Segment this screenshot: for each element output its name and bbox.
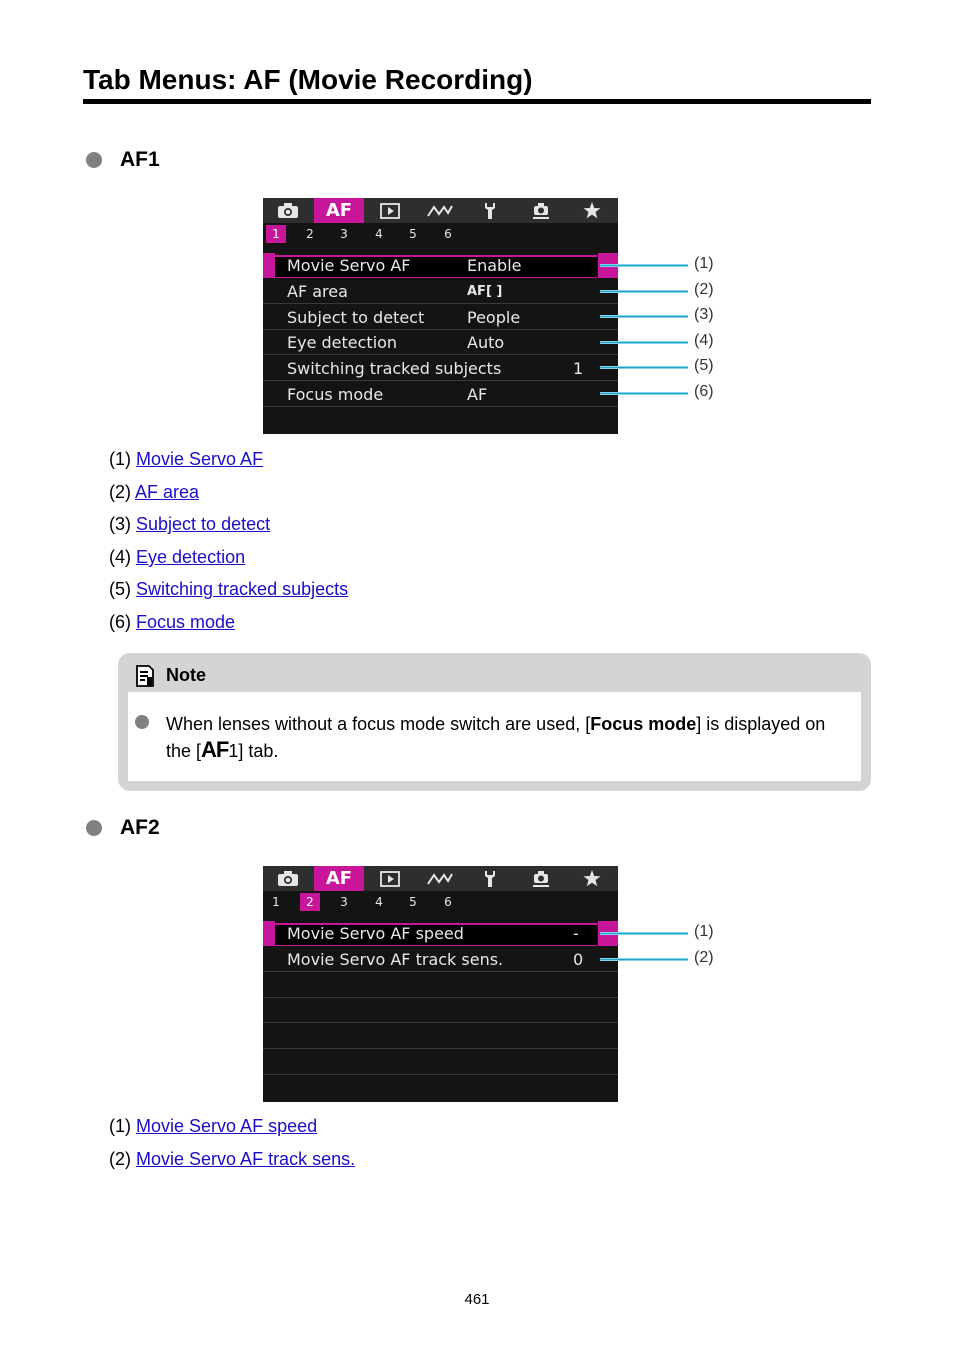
list-item	[109, 544, 348, 577]
callout-label: (1)	[694, 923, 714, 940]
ref-num: (3)	[109, 514, 131, 535]
page-num: 3	[340, 227, 348, 241]
af-tab-icon: AF	[201, 737, 229, 762]
bullet-icon	[135, 715, 149, 729]
movie-servo-af-track-sens-link[interactable]: Movie Servo AF track sens.	[136, 1148, 356, 1169]
note-text	[166, 711, 846, 764]
callout-line	[600, 290, 688, 293]
ref-num: (6)	[109, 611, 131, 632]
camera-menu-af2	[263, 866, 618, 1102]
menu-row-value: AF[ ]	[467, 284, 503, 299]
wrench-icon	[465, 866, 515, 891]
play-icon	[365, 866, 415, 891]
ref-num: (1)	[109, 1116, 131, 1136]
bullet-icon	[86, 152, 102, 168]
note-text-part: ] is displayed on the [	[166, 714, 826, 761]
callout-label: (4)	[694, 332, 714, 349]
play-icon	[365, 198, 415, 223]
list-item	[109, 1113, 355, 1146]
page-num: 5	[409, 895, 417, 909]
reference-list-af1	[109, 446, 348, 642]
menu-row-value: -	[573, 924, 579, 943]
menu-row-label: Movie Servo AF	[287, 256, 411, 275]
wave-icon	[415, 866, 465, 891]
menu-row-label: Subject to detect	[287, 308, 425, 327]
callout-label: (2)	[694, 281, 714, 298]
list-item	[109, 479, 348, 512]
list-item	[109, 1146, 355, 1179]
wave-icon	[415, 198, 465, 223]
note-box	[118, 653, 871, 791]
menu-row-value: 1	[573, 359, 584, 378]
page-num: 6	[444, 895, 452, 909]
custom-icon	[516, 866, 566, 891]
menu-row	[263, 305, 618, 330]
menu-row-value: People	[467, 308, 521, 327]
note-bold-term: Focus mode	[590, 714, 697, 734]
section-label: AF2	[120, 816, 160, 839]
note-text-part: When lenses without a focus mode switch are used, [	[166, 714, 591, 734]
menu-row	[263, 921, 618, 946]
menu-row-empty	[263, 998, 618, 1023]
page-number: 461	[464, 1291, 490, 1308]
page-num: 2	[300, 893, 320, 911]
callout-label: (1)	[694, 255, 714, 272]
movie-servo-af-link[interactable]: Movie Servo AF	[136, 449, 264, 469]
page-num: 4	[375, 227, 383, 241]
section-heading-af2	[86, 815, 160, 841]
movie-servo-af-speed-link[interactable]: Movie Servo AF speed	[136, 1116, 318, 1136]
list-item	[109, 609, 348, 642]
ref-num: (2)	[109, 1148, 131, 1169]
star-icon	[567, 198, 617, 223]
menu-row-value: 0	[573, 950, 584, 969]
menu-row-empty	[263, 1024, 618, 1049]
menu-row	[263, 279, 618, 304]
af-tab: AF	[314, 198, 364, 223]
ref-num: (1)	[109, 449, 131, 469]
menu-row-label: Eye detection	[287, 333, 398, 352]
section-label: AF1	[120, 148, 160, 171]
wrench-icon	[465, 198, 515, 223]
reference-list-af2	[109, 1113, 355, 1178]
menu-page-numbers	[263, 223, 618, 245]
ref-num: (5)	[109, 579, 131, 600]
note-icon	[135, 665, 155, 687]
star-icon	[567, 866, 617, 891]
menu-row	[263, 356, 618, 381]
menu-tab-bar	[263, 866, 618, 891]
callout-line	[600, 315, 688, 318]
page-num: 5	[409, 227, 417, 241]
camera-icon	[263, 198, 313, 223]
page-num: 2	[306, 227, 314, 241]
af-area-link[interactable]: AF area	[135, 481, 200, 502]
menu-page-numbers	[263, 891, 618, 913]
menu-row-empty	[263, 973, 618, 998]
custom-icon	[516, 198, 566, 223]
menu-tab-bar	[263, 198, 618, 223]
page-num: 6	[444, 227, 452, 241]
page-num: 4	[375, 895, 383, 909]
callout-line	[600, 264, 688, 267]
subject-to-detect-link[interactable]: Subject to detect	[136, 514, 271, 535]
camera-menu-af1	[263, 198, 618, 434]
page-num: 3	[340, 895, 348, 909]
page-title: Tab Menus: AF (Movie Recording)	[83, 64, 533, 95]
callout-line	[600, 958, 688, 961]
af-tab: AF	[314, 866, 364, 891]
note-title: Note	[166, 665, 206, 685]
menu-row-value: AF	[467, 385, 488, 404]
section-heading-af1	[86, 147, 160, 173]
menu-row	[263, 253, 618, 278]
callout-line	[600, 392, 688, 395]
menu-row-label: Switching tracked subjects	[287, 359, 502, 378]
menu-row	[263, 947, 618, 972]
page-num: 1	[272, 895, 280, 909]
menu-row-value: Auto	[467, 333, 505, 352]
menu-row-empty	[263, 1050, 618, 1075]
note-tab-num: 1	[228, 741, 239, 761]
title-underline	[83, 99, 871, 104]
ref-num: (2)	[109, 481, 131, 502]
callout-label: (2)	[694, 949, 714, 966]
menu-row	[263, 330, 618, 355]
camera-icon	[263, 866, 313, 891]
callout-line	[600, 932, 688, 935]
page-num: 1	[266, 225, 286, 243]
menu-row-label: Movie Servo AF speed	[287, 924, 464, 943]
note-text-part: ] tab.	[238, 741, 279, 761]
callout-line	[600, 341, 688, 344]
list-item	[109, 576, 348, 609]
menu-row-value: Enable	[467, 256, 522, 275]
bullet-icon	[86, 820, 102, 836]
switching-tracked-subjects-link[interactable]: Switching tracked subjects	[136, 579, 349, 600]
callout-line	[600, 366, 688, 369]
ref-num: (4)	[109, 546, 131, 567]
callout-label: (5)	[694, 357, 714, 374]
menu-row-label: AF area	[287, 282, 348, 301]
menu-row-label: Focus mode	[287, 385, 384, 404]
menu-row	[263, 382, 618, 407]
callout-label: (3)	[694, 306, 714, 323]
eye-detection-link[interactable]: Eye detection	[136, 546, 246, 567]
list-item	[109, 446, 348, 479]
list-item	[109, 511, 348, 544]
menu-row-label: Movie Servo AF track sens.	[287, 950, 504, 969]
focus-mode-link[interactable]: Focus mode	[136, 611, 236, 632]
callout-label: (6)	[694, 383, 714, 400]
